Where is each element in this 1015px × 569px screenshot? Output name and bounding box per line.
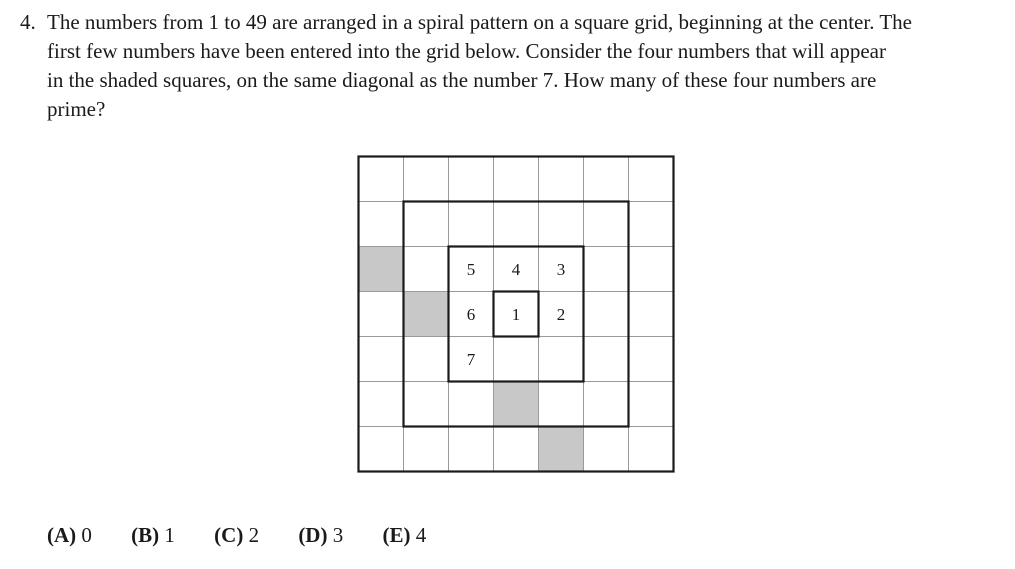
choice-letter: (A): [47, 523, 77, 547]
spiral-grid: [357, 155, 675, 473]
problem-line-3: in the shaded squares, on the same diagonal as the number 7. How many of these four numbers are: [47, 68, 877, 92]
choice-letter: (B): [131, 523, 160, 547]
choice-value: 3: [332, 523, 344, 547]
grid-number: 1: [511, 305, 521, 324]
problem-number: 4.: [20, 10, 36, 34]
shaded-cell: [494, 382, 539, 427]
shaded-cell: [359, 247, 404, 292]
choice-c: [214, 521, 259, 550]
grid-number: 2: [556, 305, 566, 324]
problem-statement: [20, 8, 995, 124]
grid-number: 7: [466, 350, 476, 369]
choice-value: 1: [164, 523, 175, 547]
problem-text-line: The numbers from 1 to 49 are arranged in a spiral pattern on a square grid, beginning at the center. The: [47, 10, 912, 34]
spiral-grid-svg: [357, 155, 675, 473]
grid-number: 5: [466, 260, 476, 279]
choice-b: [131, 521, 175, 550]
choice-d: [298, 521, 343, 550]
answer-choices: [47, 521, 460, 550]
problem-line-2: first few numbers have been entered into the grid below. Consider the four numbers that will appear: [47, 39, 886, 63]
grid-number: 4: [511, 260, 521, 279]
problem-line-4: prime?: [47, 97, 106, 121]
choice-letter: (C): [214, 523, 244, 547]
choice-letter: (D): [298, 523, 328, 547]
choice-value: 2: [248, 523, 260, 547]
shaded-cell: [404, 292, 449, 337]
choice-e: [382, 521, 426, 550]
choice-value: 0: [81, 523, 92, 547]
grid-number: 3: [556, 260, 566, 279]
problem-line-1: [20, 8, 995, 37]
choice-value: 4: [415, 523, 427, 547]
choice-letter: (E): [382, 523, 411, 547]
shaded-cell: [539, 427, 584, 472]
grid-number: 6: [466, 305, 476, 324]
choice-a: [47, 521, 92, 550]
